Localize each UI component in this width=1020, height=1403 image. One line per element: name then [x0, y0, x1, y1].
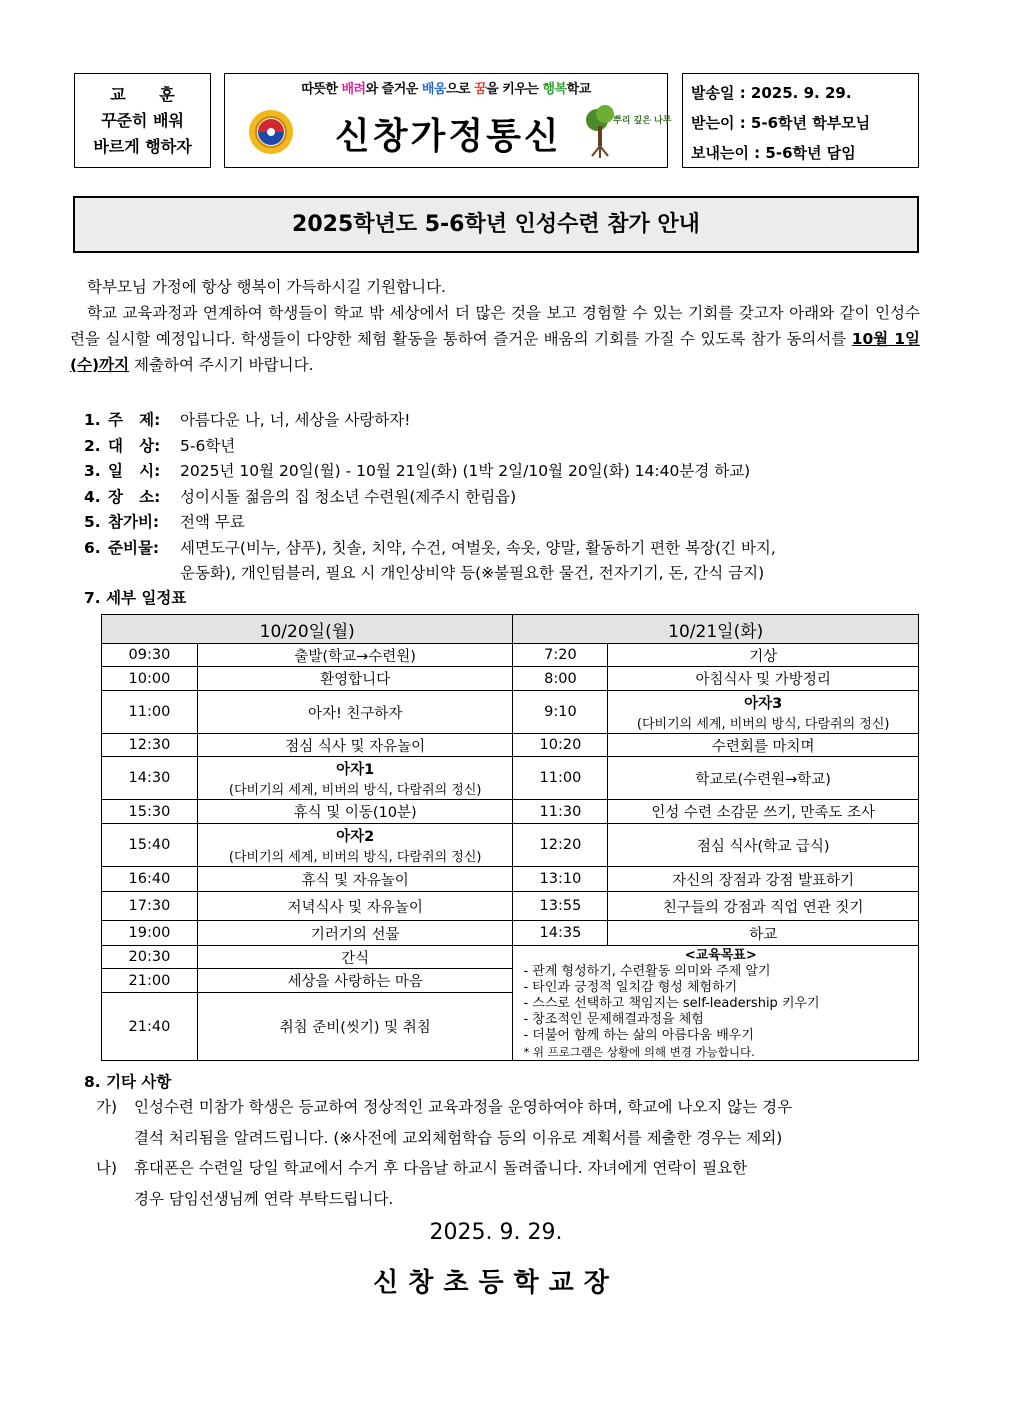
item-label: 일 시: [108, 462, 161, 480]
item-number: 5. [84, 513, 101, 531]
table-row [102, 644, 919, 667]
time-cell: 16:40 [102, 867, 198, 892]
activity-cell: 간식 [197, 946, 513, 969]
activity-cell: 수련회를 마치며 [608, 734, 919, 757]
goal-item: - 관계 형성하기, 수련활동 의미와 주제 알기 [523, 964, 771, 979]
activity-cell [197, 757, 513, 800]
tree-logo-text: 뿌리 깊은 나무 [613, 116, 672, 126]
time-cell: 12:20 [513, 824, 608, 867]
table-row [102, 892, 919, 921]
item-label: 주 제: [108, 411, 161, 429]
item-number: 1. [84, 411, 101, 429]
item-text: 성이시돌 젊음의 집 청소년 수련원(제주시 한림읍) [180, 488, 517, 506]
issue-date: 2025. 9. 29. [429, 1220, 563, 1245]
time-cell: 14:30 [102, 757, 198, 800]
send-date: 발송일 : 2025. 9. 29. [691, 84, 852, 102]
time-cell: 21:40 [102, 993, 198, 1061]
slogan-part: 와 즐거운 [365, 82, 422, 97]
time-cell: 8:00 [513, 667, 608, 691]
activity-title: 아자3 [744, 696, 783, 712]
time-cell: 10:20 [513, 734, 608, 757]
activity-cell: 자신의 장점과 강점 발표하기 [608, 867, 919, 892]
item-text-continued: 경우 담임선생님께 연락 부탁드립니다. [134, 1190, 394, 1208]
activity-title: 아자1 [336, 762, 375, 778]
activity-cell: 휴식 및 자유놀이 [197, 867, 513, 892]
school-emblem-icon [247, 108, 295, 156]
time-cell: 13:55 [513, 892, 608, 921]
day2-header: 10/21일(화) [513, 615, 919, 644]
goal-item: - 더불어 함께 하는 삶의 아름다움 배우기 [523, 1028, 754, 1043]
slogan-part: 행복 [542, 82, 567, 97]
slogan-part: 으로 [445, 82, 475, 97]
time-cell: 11:00 [102, 691, 198, 734]
schedule-table [101, 614, 919, 1061]
goals-note: * 위 프로그램은 상황에 의해 변경 가능합니다. [523, 1045, 755, 1059]
time-cell: 13:10 [513, 867, 608, 892]
item-text: 휴대폰은 수련일 당일 학교에서 수거 후 다음날 하교시 돌려줍니다. 자녀에게 연락이 필요한 [134, 1159, 748, 1177]
item-text: 아름다운 나, 너, 세상을 사랑하자! [180, 411, 411, 429]
activity-cell: 기상 [608, 644, 919, 667]
schedule-heading: 7. 세부 일정표 [84, 589, 187, 607]
slogan-part: 꿈 [474, 82, 487, 97]
item-text: 인성수련 미참가 학생은 등교하여 정상적인 교육과정을 운영하여야 하며, 학교에 나오지 않는 경우 [134, 1098, 793, 1116]
activity-cell: 점심 식사 및 자유놀이 [197, 734, 513, 757]
item-number: 6. [84, 539, 101, 557]
motto-line-2: 바르게 행하자 [93, 137, 192, 156]
time-cell: 11:30 [513, 800, 608, 824]
activity-title: 아자2 [336, 829, 375, 845]
activity-cell: 휴식 및 이동(10분) [197, 800, 513, 824]
other-heading: 8. 기타 사항 [84, 1073, 172, 1091]
newsletter-masthead [224, 73, 672, 168]
item-number: 3. [84, 462, 101, 480]
school-motto-box [74, 73, 211, 168]
recipient: 받는이 : 5-6학년 학부모님 [691, 114, 871, 132]
list-item [84, 433, 924, 459]
tree-logo-icon [583, 104, 672, 160]
slogan-part: 따뜻한 [301, 82, 342, 97]
activity-cell: 아침식사 및 가방정리 [608, 667, 919, 691]
time-cell: 10:00 [102, 667, 198, 691]
table-row [102, 867, 919, 892]
table-header-row [102, 615, 919, 644]
item-number: 4. [84, 488, 101, 506]
goal-item: - 스스로 선택하고 책임지는 self-leadership 키우기 [523, 996, 820, 1011]
table-row [102, 691, 919, 734]
activity-cell [197, 824, 513, 867]
day1-header: 10/20일(월) [102, 615, 513, 644]
list-item [84, 458, 924, 484]
document-title: 2025학년도 5-6학년 인성수련 참가 안내 [73, 196, 919, 253]
table-row [102, 946, 919, 969]
deadline: 10월 1일(수)까지 [70, 330, 920, 374]
intro-text: 학교 교육과정과 연계하여 학생들이 학교 밖 세상에서 더 많은 것을 보고 경험할 수 있는 기회를 갖고자 아래와 같이 인성수련을 실시할 예정입니다. 학생들이 다양한 체험 활동을 통하여 즐거운 배움의 기회를 가질 수 있도록 참가 동의서를 [70, 304, 920, 348]
time-cell: 17:30 [102, 892, 198, 921]
activity-subtitle: (다비기의 세계, 비버의 방식, 다람쥐의 정신) [228, 783, 482, 798]
activity-cell: 인성 수련 소감문 쓰기, 만족도 조사 [608, 800, 919, 824]
time-cell: 19:00 [102, 921, 198, 946]
list-item [84, 509, 924, 535]
time-cell: 9:10 [513, 691, 608, 734]
list-item [84, 484, 924, 510]
item-marker: 가) [96, 1098, 118, 1116]
activity-cell: 세상을 사랑하는 마음 [197, 969, 513, 993]
intro-text-end: 제출하여 주시기 바랍니다. [129, 356, 314, 374]
slogan-part: 배움 [421, 82, 446, 97]
intro-body [70, 300, 920, 378]
list-item-continued: 운동화), 개인텀블러, 필요 시 개인상비약 등(※불필요한 물건, 전자기기, 돈, 간식 금지) [180, 564, 765, 582]
time-cell: 20:30 [102, 946, 198, 969]
activity-subtitle: (다비기의 세계, 비버의 방식, 다람쥐의 정신) [228, 850, 482, 865]
activity-cell: 환영합니다 [197, 667, 513, 691]
send-info-box [682, 73, 919, 168]
table-row [102, 667, 919, 691]
item-text: 5-6학년 [180, 437, 236, 455]
activity-cell: 하교 [608, 921, 919, 946]
table-row [102, 734, 919, 757]
activity-cell: 아자! 친구하자 [197, 691, 513, 734]
time-cell: 11:00 [513, 757, 608, 800]
activity-cell: 점심 식사(학교 급식) [608, 824, 919, 867]
activity-cell: 저녁식사 및 자유놀이 [197, 892, 513, 921]
time-cell: 7:20 [513, 644, 608, 667]
item-label: 장 소: [108, 488, 161, 506]
activity-cell: 출발(학교→수련원) [197, 644, 513, 667]
slogan-part: 을 키우는 [486, 82, 543, 97]
sender: 보내는이 : 5-6학년 담임 [691, 144, 856, 162]
activity-subtitle: (다비기의 세계, 비버의 방식, 다람쥐의 정신) [636, 717, 890, 732]
motto-title: 교 훈 [110, 85, 189, 104]
item-text-continued: 결석 처리됨을 알려드립니다. (※사전에 교외체험학습 등의 이유로 계획서를 제출한 경우는 제외) [134, 1129, 783, 1147]
item-label: 대 상: [108, 437, 161, 455]
activity-cell: 기러기의 선물 [197, 921, 513, 946]
other-item-a [96, 1092, 922, 1154]
activity-cell: 친구들의 강점과 직업 연관 짓기 [608, 892, 919, 921]
goal-item: - 타인과 긍정적 일치감 형성 체험하기 [523, 980, 738, 995]
time-cell: 14:35 [513, 921, 608, 946]
item-text: 전액 무료 [180, 513, 245, 531]
item-marker: 나) [96, 1159, 118, 1177]
table-row [102, 824, 919, 867]
time-cell: 15:40 [102, 824, 198, 867]
item-number: 2. [84, 437, 101, 455]
table-row [102, 800, 919, 824]
table-row [102, 921, 919, 946]
motto-line-1: 꾸준히 배워 [101, 111, 184, 130]
education-goals [513, 946, 919, 1061]
list-item [84, 407, 924, 433]
activity-cell [608, 691, 919, 734]
goals-title: <교육목표> [684, 948, 757, 963]
time-cell: 15:30 [102, 800, 198, 824]
activity-cell: 학교로(수련원→학교) [608, 757, 919, 800]
time-cell: 21:00 [102, 969, 198, 993]
item-text: 2025년 10월 20일(월) - 10월 21일(화) (1박 2일/10월 20일(화) 14:40분경 하교) [180, 462, 751, 480]
other-item-b [96, 1153, 922, 1215]
list-item [84, 535, 924, 561]
table-row [102, 757, 919, 800]
principal-signature: 신창초등학교장 [373, 1268, 619, 1298]
item-label: 참가비: [108, 513, 160, 531]
time-cell: 09:30 [102, 644, 198, 667]
newsletter-title: 신창가정통신 [335, 116, 562, 157]
goal-item: - 창조적인 문제해결과정을 체험 [523, 1012, 704, 1027]
school-slogan [225, 78, 667, 97]
item-label: 준비물: [108, 539, 160, 557]
slogan-part: 학교 [566, 82, 591, 97]
slogan-part: 배려 [341, 82, 366, 97]
item-text: 세면도구(비누, 샴푸), 칫솔, 치약, 수건, 여벌옷, 속옷, 양말, 활동하기 편한 복장(긴 바지, [180, 539, 776, 557]
greeting: 학부모님 가정에 항상 행복이 가득하시길 기원합니다. [87, 278, 446, 296]
time-cell: 12:30 [102, 734, 198, 757]
activity-cell: 취침 준비(씻기) 및 취침 [197, 993, 513, 1061]
